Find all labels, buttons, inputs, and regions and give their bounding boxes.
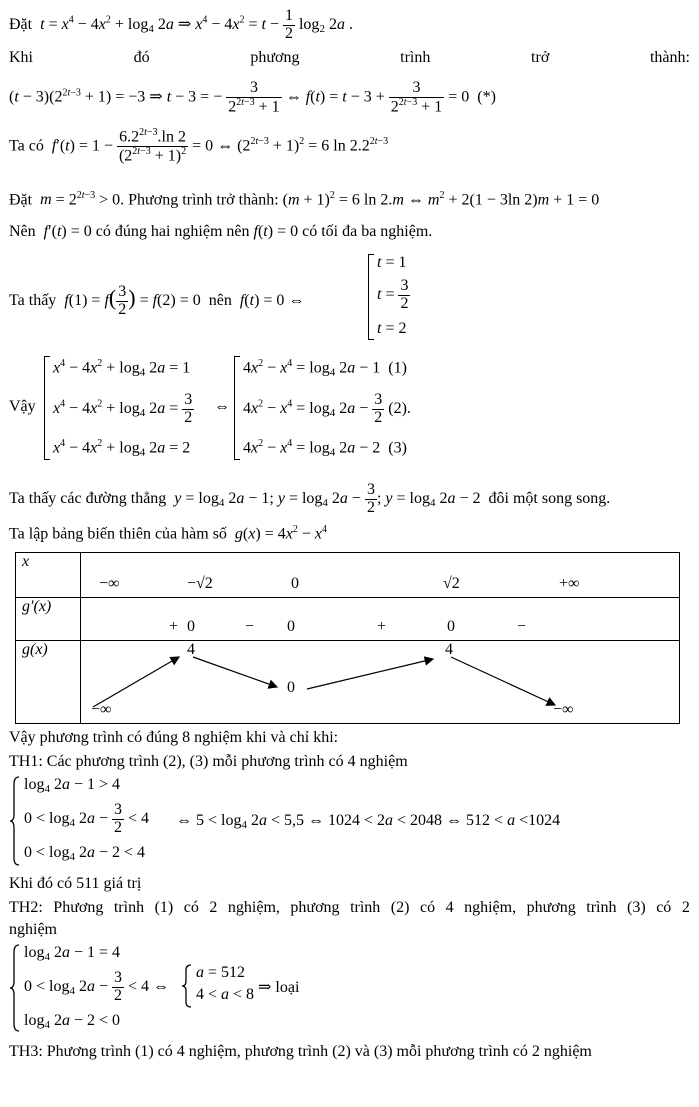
word: trình: [113, 899, 145, 916]
word: trình: [400, 49, 431, 66]
brace-icon: [182, 964, 192, 1008]
line-bbt-title: Ta lập bảng biến thiên của hàm số $g(x) = 4x^2 - x^4$: [9, 524, 327, 543]
line-khi-do: [9, 48, 690, 68]
g-min: 0: [287, 679, 295, 696]
word: (3): [627, 899, 646, 916]
word: Phương: [53, 899, 104, 916]
word: phương: [290, 899, 340, 916]
system-th1: $\log_4 2a - 1 > 4$ $0 < \log_4 2a$ − $\frac{3}{2}$ < 4 $0 < \log_4 2a - 2 < 4$: [10, 776, 184, 866]
row-label-x: x: [16, 553, 81, 598]
x-sqrt2: √2: [443, 575, 460, 592]
line-parallel: Ta thấy các đường thẳng $y = \log_4 2a - 1$; $y = \log_4 2a$ − $\frac{3}{2}$ ; $y = \log_4 2a - 2$ đôi một song song.: [9, 481, 611, 516]
g-pos-inf: −∞: [553, 701, 574, 718]
row-label-gprime: g′(x): [16, 598, 81, 641]
word: (2): [390, 899, 410, 916]
text-duong-thang: Ta thấy các đường thẳng: [9, 489, 167, 507]
g-max-left: 4: [187, 641, 195, 658]
word: 2: [209, 899, 218, 916]
equiv: ⇔: [214, 398, 230, 415]
word: trở: [531, 49, 550, 66]
word: phương: [526, 899, 576, 916]
word: có: [183, 899, 199, 916]
word: thành:: [649, 49, 690, 66]
text-toi-da: có tối đa ba nghiệm.: [302, 223, 433, 240]
x-zero: 0: [291, 575, 299, 592]
system-right: $4x^2 - x^4 = \log_4 2a - 1$ (1) $4x^2 - x^4 = \log_4 2a$ − $\frac{3}{2}$ (2). $4x^2 - x^4 = \log_4 2a - 2$ (3): [234, 356, 441, 460]
line-ta-thay-f: Ta thấy f(1) = f( $\frac{3}{2}$ ) = f(2) = 0 nên f(t) = 0 ⇔: [9, 283, 305, 318]
gp-zero: 0: [447, 618, 455, 635]
text-song-song: đôi một song song.: [488, 489, 611, 507]
line-derivative: Ta có f′(t) = 1 − $\frac{6.2^{2t-3}.\ln 2}{(2^{2t-3} + 1)^2}$ = 0 ⇔ $(2^{2t-3} + 1)^2 = 6$ $\ln 2.2^{2t-3}$: [9, 127, 389, 165]
brace-icon: [10, 944, 20, 1032]
g-max-right: 4: [445, 641, 453, 658]
line-conclusion: Vậy phương trình có đúng 8 nghiệm khi và chỉ khi:: [9, 729, 339, 746]
word: nghiệm,: [227, 899, 280, 916]
line-substitution: Đặt $t = x^4 - 4x^2 + \log_4 2a$ ⇒ $x^4 - 4x^2 = t$ − $\frac{1}{2}$ $\log_2 2a$ .: [9, 7, 353, 42]
text-lap-bang: Ta lập bảng biến thiên của hàm số: [9, 525, 227, 543]
variation-arrows: [81, 641, 686, 723]
text-pt-tro-thanh: . Phương trình trở thành:: [120, 191, 279, 209]
line-nghiem: nghiệm: [9, 921, 57, 938]
line-roots-count: Nên f′(t) = 0 có đúng hai nghiệm nên f(t) = 0 có tối đa ba nghiệm.: [9, 223, 433, 240]
word-ta-co: Ta có: [9, 137, 44, 155]
line-th1: TH1: Các phương trình (2), (3) mỗi phương trình có 4 nghiệm: [9, 753, 408, 770]
word-nen: Nên: [9, 223, 36, 240]
text-hai-nghiem: có đúng hai nghiệm nên: [95, 223, 250, 240]
line-set-m: Đặt $m = 2^{2t-3} > 0$. Phương trình trở thành: $(m + 1)^2 = 6$ ln 2.m ⇔ $m^2 + 2(1 - 3\ln$ 2)m + 1 = 0: [9, 190, 600, 209]
word: Khi: [9, 49, 33, 66]
word-dat: Đặt: [9, 15, 33, 33]
line-equation-star: $(t - 3)(2^{2t-3} + 1) = -3$ ⇒ t − 3 = − $\frac{3}{2^{2t-3} + 1}$ ⇔ f(t) = t − 3 + $\frac{3}{2^{2t-3} + 1}$ = 0 (*): [9, 79, 496, 116]
system-left: $x^4 - 4x^2 + \log_4 2a = 1$ $x^4 - 4x^2 + \log_4 2a$ = $\frac{3}{2}$ $x^4 - 4x^2 + \log_4 2a = 2$: [44, 356, 221, 460]
word: phương: [250, 49, 300, 66]
word: đó: [133, 49, 150, 66]
x-neg-inf: −∞: [99, 575, 120, 592]
x-pos-inf: +∞: [559, 575, 580, 592]
system-th2-result: a = 512 4 < a < 8: [182, 964, 296, 1008]
word: có: [656, 899, 672, 916]
system-th2: $\log_4 2a - 1 = 4$ $0 < \log_4 2a$ − $\frac{3}{2}$ < 4 ⇔ $\log_4 2a - 2 < 0$: [10, 944, 184, 1032]
word: TH2:: [9, 899, 43, 916]
line-511: Khi đó có 511 giá trị: [9, 875, 142, 892]
gp-sign: +: [377, 618, 387, 635]
g-neg-inf: −∞: [91, 701, 112, 718]
gp-zero: 0: [287, 618, 295, 635]
word: 4: [445, 899, 454, 916]
text-loai: ⇒ loại: [258, 979, 300, 996]
word: trình: [586, 899, 617, 916]
gp-sign: −: [517, 618, 527, 635]
line-th2: [9, 898, 690, 918]
x-neg-sqrt2: −√2: [187, 575, 213, 592]
variation-table: [15, 552, 680, 724]
gp-sign: +: [169, 618, 179, 635]
gp-sign: −: [245, 618, 255, 635]
word: trình: [350, 899, 381, 916]
word-ta-thay: Ta thấy: [9, 291, 57, 309]
cases-t: t = 1 t = $\frac{3}{2}$ t = 2: [368, 254, 435, 340]
word: 2: [681, 899, 690, 916]
word-dat-2: Đặt: [9, 191, 33, 209]
word: có: [419, 899, 436, 916]
row-label-g: g(x): [16, 641, 81, 724]
word: (1): [154, 899, 174, 916]
word-nen-2: nên: [208, 291, 232, 309]
gp-zero: 0: [187, 618, 195, 635]
brace-icon: [10, 776, 20, 866]
word-vay: Vậy: [9, 398, 36, 415]
word: nghiệm,: [464, 899, 517, 916]
line-th3: TH3: Phương trình (1) có 4 nghiệm, phương trình (2) và (3) mỗi phương trình có 2 nghiệm: [9, 1043, 592, 1060]
th1-chain: ⇔ $5 < \log_4 2a < 5,5$ ⇔ 1024 < 2a < 2048 ⇔ 512 < a <1024: [176, 812, 561, 831]
